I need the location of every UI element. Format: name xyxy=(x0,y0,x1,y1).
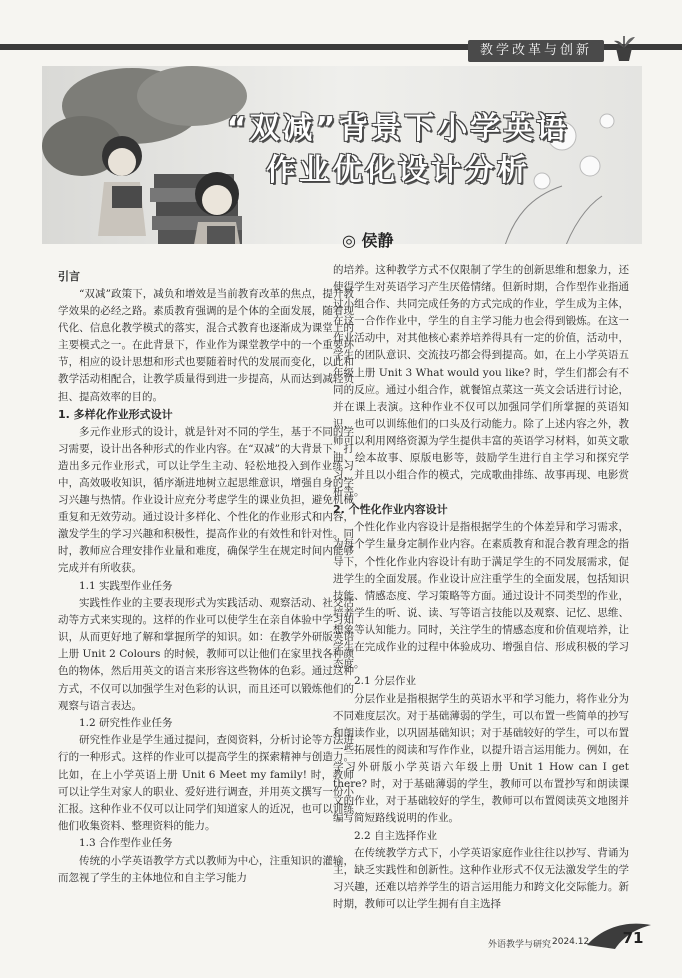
section-2-heading: 2. 个性化作业内容设计 xyxy=(333,503,448,517)
plant-pot-icon xyxy=(610,32,638,62)
section-2-2-heading: 2.2 自主选择作业 xyxy=(354,829,438,842)
section-1-3-paragraph: 传统的小学英语教学方式以教师为中心，注重知识的灌输，而忽视了学生的主体地位和自主学习能力 xyxy=(58,854,354,884)
section-1-2-heading: 1.2 研究性作业任务 xyxy=(79,716,173,729)
intro-paragraph: “双减”政策下，减负和增效是当前教育改革的焦点，提升教学效果的必经之路。素质教育强调的是个体的全面发展，随着现代化、信息化教学模式的落实，混合式教育也逐渐成为课堂上的主要模式之一。在此背景下，作业作为课堂教学中的一个重要环节，相应的设计思想和形式也要随着时代的发展而变化，以此和教学活动相配合，让教学质量得到进一步提高，从而达到减轻负担、提高效率的目的。 xyxy=(58,288,354,403)
page-number: 71 xyxy=(622,929,644,947)
section-2-1-heading: 2.1 分层作业 xyxy=(354,675,417,688)
section-1-1-heading: 1.1 实践型作业任务 xyxy=(79,579,173,592)
author-name: 侯静 xyxy=(361,231,394,250)
left-column xyxy=(58,268,354,887)
section-2-1-paragraph: 分层作业是指根据学生的英语水平和学习能力，将作业分为不同难度层次。对于基础薄弱的学生，可以布置一些简单的抄写和朗读作业，以巩固基础知识；对于基础较好的学生，可以布置一些拓展性的阅读和写作作业，以提升语言运用能力。例如，在学习外研版小学英语六年级上册 Unit 1 How can I get there? 时，对于基础薄弱的学生，教师可以布置抄写和朗读课文的作业，对于基础较好的学生，教师可以布置阅读英文地图并编写简短路线说明的作业。 xyxy=(333,692,629,825)
section-2-paragraph: 个性化作业内容设计是指根据学生的个体差异和学习需求，为每个学生量身定制作业内容。在素质教育和混合教育理念的指导下，个性化作业内容设计有助于满足学生的不同发展需求，促进学生的全面发展。作业设计应注重学生的全面发展，包括知识技能、情感态度、学习策略等方面。通过设计不同类型的作业，培养学生的听、说、读、写等语言技能以及观察、记忆、思维、想象等认知能力。同时，关注学生的情感态度和价值观培养，让学生在完成作业的过程中体验成功、增强自信、形成积极的学习态度。 xyxy=(333,521,629,671)
section-1-heading: 1. 多样化作业形式设计 xyxy=(58,407,173,421)
section-1-1-paragraph: 实践性作业的主要表现形式为实践活动、观察活动、社交活动等方式来实现的。这样的作业可以使学生在亲自体验中学习知识，从而更好地了解和掌握所学的知识。如：在教学外研版英语上册 Unit 2 Colours 的时候，教师可以让他们在家里找各种颜色的物体，然后用英文的语言来形容这些物体的色彩。通过这种方式，不仅可以加强学生对色彩的认识，而且还可以锻炼他们的观察与语言表达。 xyxy=(58,597,354,712)
right-column xyxy=(333,262,629,913)
title-line-1: “双减”背景下小学英语 xyxy=(226,111,570,146)
author-line xyxy=(342,228,394,251)
section-1-2-paragraph: 研究性作业是学生通过提问，查阅资料，分析讨论等方法进行的一种形式。这样的作业可以提高学生的探索精神与创造力。比如，在上小学英语上册 Unit 6 Meet my family! 时，教师可以让学生对家人的职业、爱好进行调查，并用英文撰写一份小汇报。这种作业不仅可以让同学们知道家人的近况，也可以训练他们收集资料、整理资料的能力。 xyxy=(58,734,354,832)
journal-name: 外语教学与研究 xyxy=(488,940,552,950)
article-title xyxy=(218,108,578,192)
continued-paragraph: 的培养。这种教学方式不仅限制了学生的创新思维和想象力，还使得学生对英语学习产生厌倦情绪。但新时期，合作型作业指通过小组合作、共同完成任务的方式完成的作业，学生成为主体，在这一合作作业中，学生的自主学习能力也会得到锻炼。在这一作业活动中，对其他核心素养培养得具有一定的价值，活动中，学生的团队意识、交流技巧都会得到提高。如，在上小学英语五年级上册 Unit 3 What would you like? 时，学生们都会有不同的反应。通过小组合作，就餐馆点菜这一英文会话进行讨论，并在课上表演。这种作业不仅可以加强同学们所掌握的英语知识，也可以训练他们的口头及行动能力。除了上述内容之外，教师可以利用网络资源为学生提供丰富的英语学习材料，如英文歌曲、绘本故事、原版电影等，鼓励学生进行自主学习和探究学习，并且以小组合作的模式，完成歌曲排练、故事再现、电影赏析等。 xyxy=(333,264,629,499)
section-2-2-paragraph: 在传统教学方式下，小学英语家庭作业往往以抄写、背诵为主，缺乏实践性和创新性。这种作业形式不仅无法激发学生的学习兴趣，还难以培养学生的语言运用能力和跨文化交际能力。新时期，教师可以让学生拥有自主选择 xyxy=(333,847,629,911)
section-1-paragraph: 多元作业形式的设计，就是针对不同的学生，基于不同的学习需要，设计出各种形式的作业内容。在“双减”的大背景下，打造出多元作业形式，可以让学生主动、轻松地投入到作业练习中，高效吸收知识，循序渐进地树立起思维意识，增强自身的学习兴趣与热情。作业设计应充分考虑学生的课业负担，避免机械重复和无效劳动。通过设计多样化、个性化的作业形式和内容，激发学生的学习兴趣和积极性，提高作业的有效性和针对性。同时，教师应合理安排作业量和难度，确保学生在规定时间内能够完成并有所收获。 xyxy=(58,425,354,575)
section-1-3-heading: 1.3 合作型作业任务 xyxy=(79,836,173,849)
issue-date: 2024.12 xyxy=(552,937,590,947)
section-tag: 教学改革与创新 xyxy=(468,40,604,62)
intro-heading: 引言 xyxy=(58,270,80,283)
title-line-2: 作业优化设计分析 xyxy=(266,153,530,188)
author-mark: ◎ xyxy=(342,231,356,250)
